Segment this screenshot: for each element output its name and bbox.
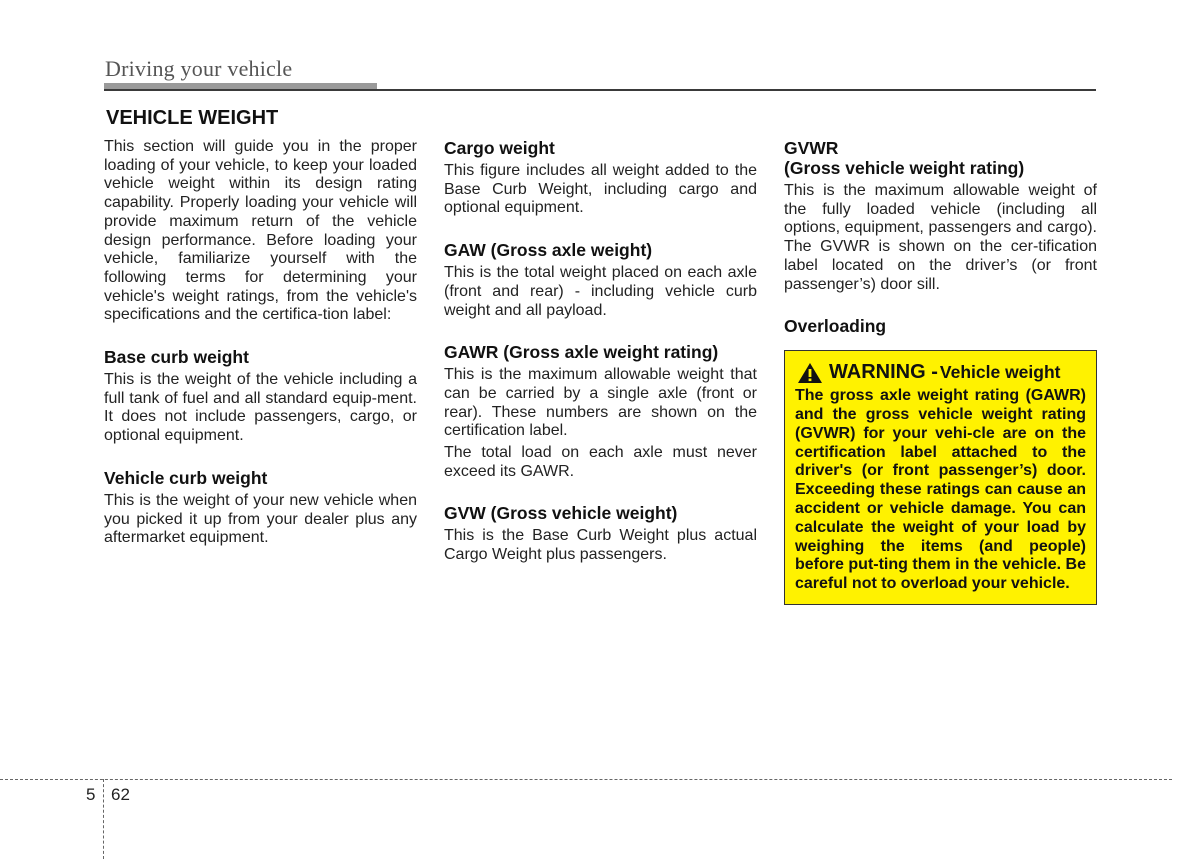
warning-label: WARNING - <box>829 361 938 384</box>
warning-text: The gross axle weight rating (GAWR) and the gross vehicle weight rating (GVWR) for your vehi-cle are on the certification label attached to the driver's (or front passenger’s) door. Exceeding these ratings can cause an accident or vehicle damage. You can calculate the weight of your load by weighing the items (and people) before put-ting them in the vehicle. Be careful not to overload your vehicle. <box>795 387 1086 593</box>
gawr-text-2: The total load on each axle must never exceed its GAWR. <box>444 444 757 480</box>
gaw-text: This is the total weight placed on each axle (front and rear) - including vehicle curb weight and all payload. <box>444 264 757 319</box>
footer-divider <box>0 779 1172 780</box>
page-heading: VEHICLE WEIGHT <box>106 107 279 129</box>
overloading-heading: Overloading <box>784 316 887 337</box>
cargo-weight-text: This figure includes all weight added to the Base Curb Weight, including cargo and optional equipment. <box>444 162 757 217</box>
gawr-text: This is the maximum allowable weight that can be carried by a single axle (front or rear). These numbers are shown on the certification label. <box>444 366 757 440</box>
chapter-number: 5 <box>86 785 96 804</box>
intro-paragraph: This section will guide you in the proper loading of your vehicle, to keep your loaded vehicle weight within its design rating capability. Properly loading your vehicle will provide maximum return of the vehicle design performance. Before loading your vehicle, familiarize yourself with the following terms for determining your vehicle's weight ratings, from the vehicle's specifications and the certifica-tion label: <box>104 138 417 324</box>
gaw-heading: GAW (Gross axle weight) <box>444 240 653 261</box>
gvwr-heading-line-1: GVWR <box>784 138 839 158</box>
gvw-heading: GVW (Gross vehicle weight) <box>444 503 678 524</box>
section-title: Driving your vehicle <box>105 56 293 81</box>
page-number: 62 <box>111 785 130 804</box>
column-1 <box>104 138 417 548</box>
warning-header <box>795 361 1086 384</box>
cargo-weight-heading: Cargo weight <box>444 138 555 158</box>
warning-triangle-icon <box>797 362 823 384</box>
warning-subject: Vehicle weight <box>939 362 1061 383</box>
column-3 <box>784 138 1097 605</box>
gvwr-text: This is the maximum allowable weight of the fully loaded vehicle (including all options, equipment, passengers and cargo). The GVWR is shown on the cer-tification label located on the driver’s (or front passenger’s) door sill. <box>784 182 1097 293</box>
base-curb-weight-heading: Base curb weight <box>104 347 249 368</box>
footer-vertical-divider <box>103 779 104 859</box>
warning-box <box>784 350 1097 605</box>
gvw-text: This is the Base Curb Weight plus actual Cargo Weight plus passengers. <box>444 527 757 564</box>
base-curb-weight-text: This is the weight of the vehicle including a full tank of fuel and all standard equip-ment. It does not include passengers, cargo, or optional equipment. <box>104 371 417 445</box>
column-2 <box>444 138 757 565</box>
header-rule-thin <box>104 89 1096 91</box>
vehicle-curb-weight-heading: Vehicle curb weight <box>104 467 268 488</box>
gvwr-heading-line-2: (Gross vehicle weight rating) <box>784 158 1025 178</box>
vehicle-curb-weight-text: This is the weight of your new vehicle when you picked it up from your dealer plus any aftermarket equipment. <box>104 491 417 547</box>
gawr-heading: GAWR (Gross axle weight rating) <box>444 342 719 363</box>
